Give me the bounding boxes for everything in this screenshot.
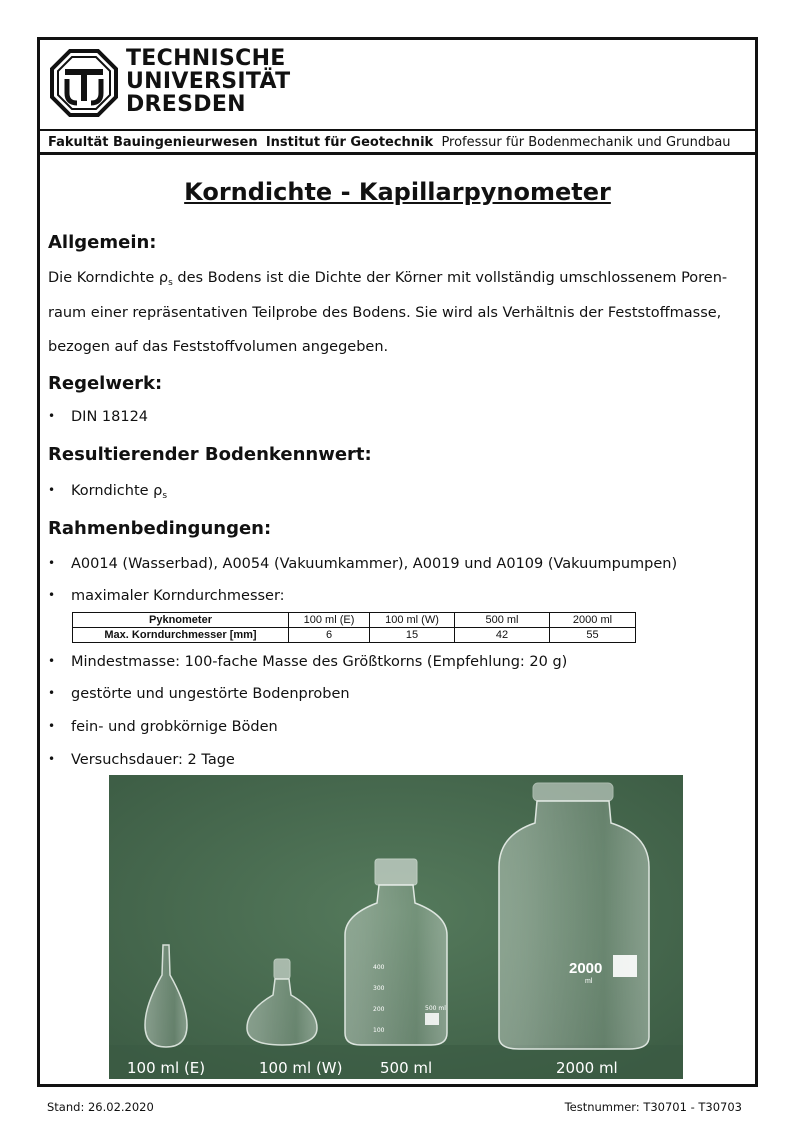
page-frame: TECHNISCHE UNIVERSITÄT DRESDEN Fakultät Bauingenieurwesen Institut für Geotechnik Professur für Bodenmechanik und Grundbau Korndichte - Kapillarpynometer Allgemein: Die Korndichte $\rho_s$ des Bodens ist die Dichte der Körner mit vollständig umschlossenem Poren- raum einer repräsentativen Teilprobe des Bodens. Sie wird als Verhältnis der Feststoffmasse, bezogen auf das Feststoffvolumen angegeben. Regelwerk: • DIN 18124 Resultierender Bodenkennwert: • Korndichte $\rho_s$ Rahmenbedingungen: • A0014 (Wasserbad), A0054 (Vakuumkammer), A0019 und A0109 (Vakuumpumpen) • maximaler Korndurchmesser: Pyknometer 100 ml (E) 100 ml (W) 500 ml 2000 ml Max. Korndurchmesser [mm] 6 15 42 55 • Mindestmasse: 100-fache Masse des Größtkorns (Empfehlung: 20 g) • gestörte und ungestörte Bodenproben • fein- und grobkörnige Böden • Versuchsdauer: 2 Tage 400 300 200 100 500 ml 2000 ml 100 ml (E) 100 ml (W) 500 ml 2000 ml [37,37,758,1087]
heading-rules: Regelwerk: [48,373,163,394]
table-column-header: 500 ml [455,613,550,628]
pycnometer-illustration [109,775,683,1079]
table-column-header: 2000 ml [550,613,636,628]
table-cell: 6 [289,628,370,643]
professorship-name: Professur für Bodenmechanik und Grundbau [441,135,731,150]
heading-result: Resultierender Bodenkennwert: [48,444,372,465]
footer-test-number: Testnummer: T30701 - T30703 [564,1100,742,1114]
footer-date: Stand: 26.02.2020 [47,1100,154,1114]
logo-line-3: DRESDEN [126,92,246,117]
general-line-3: bezogen auf das Feststoffvolumen angegeben. [48,339,389,355]
pycnometer-photo [109,775,683,1079]
photo-caption-100ml-e: 100 ml (E) [127,1059,206,1077]
university-name [126,47,290,116]
svg-text:400: 400 [373,964,385,971]
tu-dresden-logo-icon [50,49,118,117]
table-row [73,628,636,643]
table-row-label: Max. Korndurchmesser [mm] [73,628,289,643]
svg-text:ml: ml [585,978,593,985]
heading-general: Allgemein: [48,232,157,253]
faculty-row [40,131,755,155]
logo-line-2: UNIVERSITÄT [126,69,291,94]
grain-size-table [72,612,636,643]
photo-caption-2000ml: 2000 ml [556,1059,618,1077]
svg-text:2000: 2000 [569,960,603,977]
photo-caption-500ml: 500 ml [380,1059,433,1077]
table-cell: 15 [370,628,455,643]
page-title: Korndichte - Kapillarpynometer [184,178,611,206]
table-row-label: Pyknometer [73,613,289,628]
general-line-2: raum einer repräsentativen Teilprobe des Bodens. Sie wird als Verhältnis der Feststoffmasse, [48,305,722,321]
svg-text:100: 100 [373,1027,385,1034]
table-row [73,613,636,628]
table-cell: 42 [455,628,550,643]
svg-text:500 ml: 500 ml [425,1005,446,1012]
logo-line-1: TECHNISCHE [126,46,286,71]
table-column-header: 100 ml (W) [370,613,455,628]
general-line-1: Die Korndichte $\rho_s$ des Bodens ist die Dichte der Körner mit vollständig umschlossenem Poren- [48,270,728,288]
institute-name: Institut für Geotechnik [265,135,434,150]
table-column-header: 100 ml (E) [289,613,370,628]
table-cell: 55 [550,628,636,643]
heading-conditions: Rahmenbedingungen: [48,518,272,539]
svg-text:300: 300 [373,985,385,992]
faculty-name: Fakultät Bauingenieurwesen [48,135,258,150]
photo-caption-100ml-w: 100 ml (W) [259,1059,343,1077]
svg-text:200: 200 [373,1006,385,1013]
header-logo-row [40,40,755,131]
